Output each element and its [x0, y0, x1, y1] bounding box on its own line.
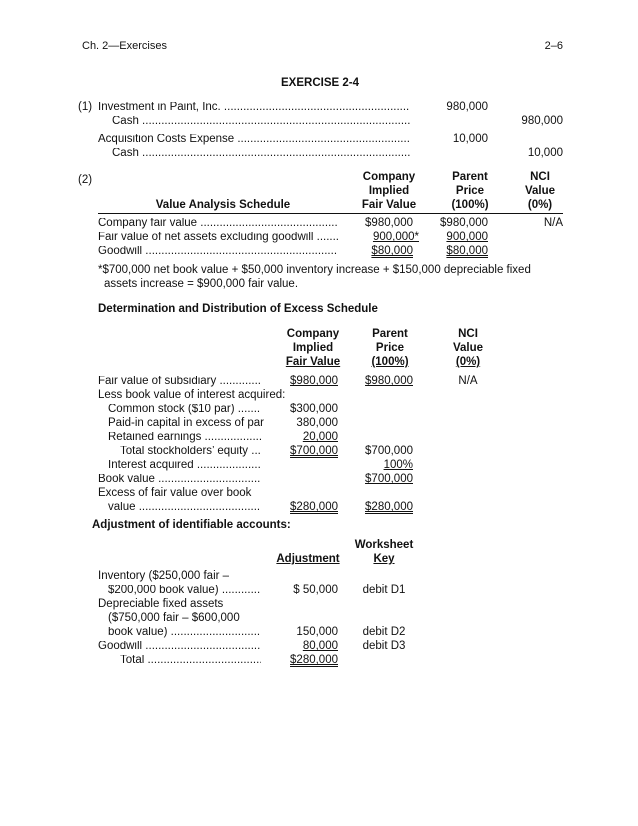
part-1-number: (1): [78, 101, 93, 113]
dd-header-nci-2: Value: [452, 342, 484, 354]
vas-header-company-3: Fair Value: [361, 199, 417, 211]
adj-row-key: debit D1: [362, 584, 406, 596]
vas-header-nci-2: Value: [524, 185, 556, 197]
dd-row-company: 20,000: [302, 431, 338, 443]
adj-title: Adjustment of identifiable accounts:: [92, 519, 291, 531]
adj-row-key: debit D3: [362, 640, 406, 652]
vas-row-company: $980,000: [365, 217, 413, 229]
dd-row-nci: N/A: [458, 375, 478, 387]
vas-footnote-line-1: *$700,000 net book value + $50,000 inventory increase + $150,000 depreciable fixed: [98, 264, 531, 276]
dd-row-company: 380,000: [296, 417, 338, 429]
adj-row-amount: 80,000: [302, 640, 338, 652]
adj-row-label: Total .....: [120, 655, 261, 667]
adj-row-label: ($750,000 fair – $600,000: [108, 612, 240, 624]
dd-row-label: Fair value of subsidiary .....: [98, 376, 261, 388]
vas-footnote-line-2: assets increase = $900,000 fair value.: [104, 278, 299, 290]
exercise-title: EXERCISE 2-4: [281, 77, 359, 89]
adj-row-label: Depreciable fixed assets: [98, 598, 224, 610]
dd-header-company-2: Implied: [292, 342, 334, 354]
vas-header-company-2: Implied: [368, 185, 410, 197]
vas-header-nci-1: NCI: [530, 171, 550, 183]
adj-row-amount: 150,000: [296, 626, 338, 638]
dd-header-parent-1: Parent: [372, 328, 408, 340]
dd-row-company: $980,000: [290, 375, 338, 387]
dd-row-parent: 100%: [383, 459, 413, 471]
je1-credit-account: Cash .....: [112, 116, 410, 128]
header-right: 2–6: [544, 40, 563, 52]
adj-header-adjustment: Adjustment: [276, 553, 340, 565]
dd-row-parent: $700,000: [365, 473, 413, 485]
adj-row-key: debit D2: [362, 626, 406, 638]
dd-header-parent-2: Price: [375, 342, 405, 354]
vas-row-label: Goodwill .....: [98, 246, 338, 258]
dd-row-parent: $700,000: [365, 445, 413, 457]
dd-row-company: $300,000: [290, 403, 338, 415]
vas-header-parent-3: (100%): [451, 199, 489, 211]
dd-row-company: $700,000: [290, 445, 338, 457]
vas-row-company: 900,000*: [372, 231, 419, 243]
dd-row-parent: $980,000: [365, 375, 413, 387]
dd-row-label: Common stock ($10 par) .....: [108, 404, 261, 416]
vas-header-parent-1: Parent: [452, 171, 488, 183]
header-left: Ch. 2—Exercises: [82, 40, 167, 52]
dd-row-label: Paid-in capital in excess of par: [108, 417, 264, 429]
dd-header-company-1: Company: [286, 328, 340, 340]
vas-row-label: Company fair value .....: [98, 218, 338, 230]
dd-row-label: Book value .....: [98, 474, 261, 486]
adj-row-amount: $ 50,000: [293, 584, 338, 596]
dd-title: Determination and Distribution of Excess Schedule: [98, 303, 378, 315]
vas-header-parent-2: Price: [455, 185, 485, 197]
je2-debit-amount: 10,000: [452, 133, 488, 145]
dd-header-nci-3: (0%): [455, 356, 481, 368]
je1-credit-amount: 980,000: [521, 115, 563, 127]
dd-header-company-3: Fair Value: [285, 356, 341, 368]
dd-row-label: Interest acquired .....: [108, 460, 261, 472]
vas-header-rule: [98, 213, 563, 214]
vas-row-nci: N/A: [543, 217, 563, 229]
dd-row-label: Total stockholders’ equity .....: [120, 446, 261, 458]
dd-row-parent: $280,000: [365, 501, 413, 513]
dd-header-parent-3: (100%): [371, 356, 409, 368]
vas-row-company: $80,000: [371, 245, 413, 257]
part-2-number: (2): [78, 174, 93, 186]
dd-row-label: Less book value of interest acquired:: [98, 389, 286, 401]
je1-debit-account: Investment in Paint, Inc. .....: [98, 102, 410, 114]
je2-credit-account: Cash .....: [112, 148, 410, 160]
je2-credit-amount: 10,000: [527, 147, 563, 159]
adj-header-worksheet: Worksheet: [354, 539, 414, 551]
adj-row-label: book value) .....: [108, 627, 261, 639]
dd-row-label: value .....: [108, 502, 261, 514]
vas-row-parent: 900,000: [446, 231, 488, 243]
vas-row-parent: $80,000: [446, 245, 488, 257]
dd-row-label: Excess of fair value over book: [98, 487, 252, 499]
dd-row-label: Retained earnings .....: [108, 432, 261, 444]
je1-debit-amount: 980,000: [446, 101, 488, 113]
vas-row-label: Fair value of net assets excluding goodwill .....: [98, 232, 338, 244]
vas-header-nci-3: (0%): [527, 199, 553, 211]
adj-row-amount: $280,000: [290, 654, 338, 666]
adj-row-label: $200,000 book value) .....: [108, 585, 261, 597]
vas-row-parent: $980,000: [440, 217, 488, 229]
adj-row-label: Goodwill .....: [98, 641, 261, 653]
dd-header-nci-1: NCI: [458, 328, 478, 340]
adj-header-key: Key: [373, 553, 395, 565]
je2-debit-account: Acquisition Costs Expense .....: [98, 134, 410, 146]
dd-row-company: $280,000: [290, 501, 338, 513]
vas-header-company-1: Company: [362, 171, 416, 183]
adj-row-label: Inventory ($250,000 fair –: [98, 570, 230, 582]
vas-title: Value Analysis Schedule: [155, 199, 291, 211]
